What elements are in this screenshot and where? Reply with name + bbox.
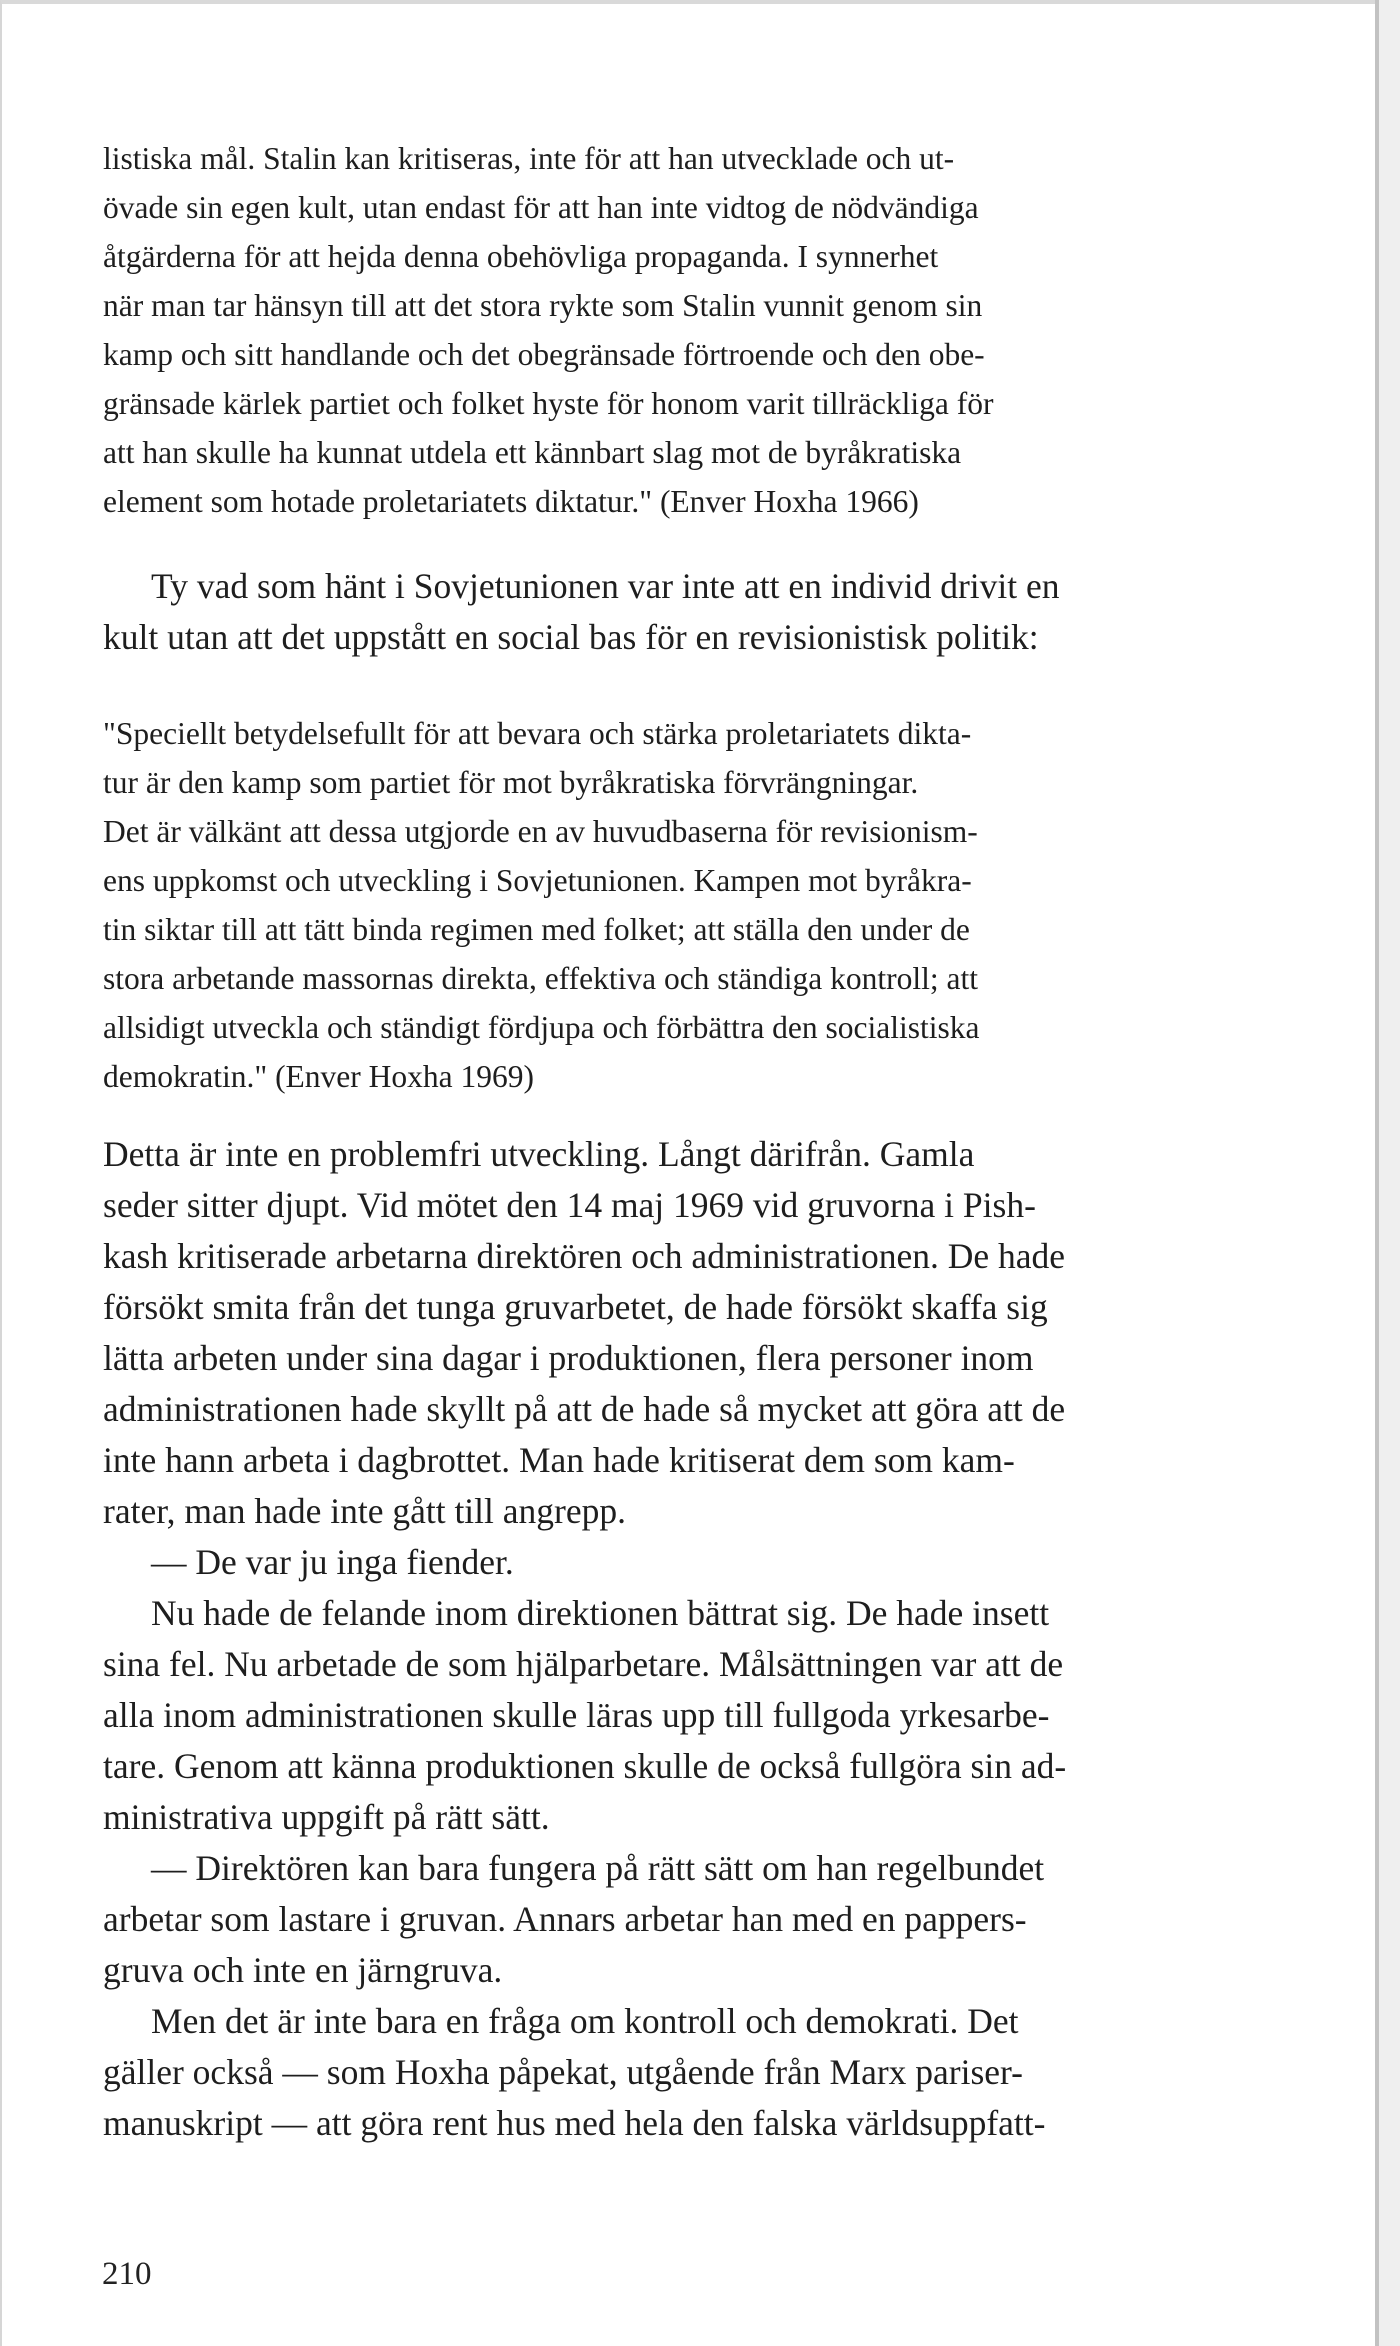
quote-block-stalin [103,134,1231,526]
text-line: — De var ju inga fiender. [151,1542,514,1582]
paragraph [103,561,1231,663]
paragraph [103,1129,1231,1537]
text-line: sina fel. Nu arbetade de som hjälparbetare. Målsättningen var att de [103,1644,1064,1684]
paragraph [103,1588,1231,1843]
text-line: Nu hade de felande inom direktionen bättrat sig. De hade insett [151,1593,1050,1633]
text-line: kamp och sitt handlande och det obegränsade förtroende och den obe- [103,337,985,372]
text-line: tur är den kamp som partiet för mot byråkratiska förvrängningar. [103,765,919,800]
text-line: kash kritiserade arbetarna direktören och administrationen. De hade [103,1236,1066,1276]
text-line: rater, man hade inte gått till angrepp. [103,1491,626,1531]
text-line: allsidigt utveckla och ständigt fördjupa och förbättra den socialistiska [103,1010,980,1045]
dialogue-line [103,1537,1231,1588]
text-line: Men det är inte bara en fråga om kontroll och demokrati. Det [151,2001,1019,2041]
text-line: inte hann arbeta i dagbrottet. Man hade kritiserat dem som kam- [103,1440,1015,1480]
text-line: stora arbetande massornas direkta, effektiva och ständiga kontroll; att [103,961,979,996]
text-line: gäller också — som Hoxha påpekat, utgående från Marx pariser- [103,2052,1023,2092]
text-line: övade sin egen kult, utan endast för att han inte vidtog de nödvändiga [103,190,979,225]
text-line: Ty vad som hänt i Sovjetunionen var inte att en individ drivit en [151,566,1060,606]
paragraph [103,1843,1231,1996]
text-line: Det är välkänt att dessa utgjorde en av huvudbaserna för revisionism- [103,814,978,849]
text-line: tin siktar till att tätt binda regimen med folket; att ställa den under de [103,912,970,947]
text-line: gruva och inte en järngruva. [103,1950,503,1990]
text-line: tare. Genom att känna produktionen skulle de också fullgöra sin ad- [103,1746,1067,1786]
text-line: kult utan att det uppstått en social bas för en revisionistisk politik: [103,617,1039,657]
paragraph [103,1996,1231,2149]
paragraph [103,709,1231,1101]
text-line: gränsade kärlek partiet och folket hyste för honom varit tillräckliga för [103,386,994,421]
text-line: manuskript — att göra rent hus med hela den falska världsuppfatt- [103,2103,1046,2143]
paragraph [103,134,1231,526]
page-number: 210 [102,2256,152,2292]
text-line: åtgärderna för att hejda denna obehövliga propaganda. I synnerhet [103,239,939,274]
page-edge-line [1375,0,1379,2346]
text-line: element som hotade proletariatets diktatur." (Enver Hoxha 1966) [103,484,919,519]
text-line: administrationen hade skyllt på att de hade så mycket att göra att de [103,1389,1066,1429]
text-line: arbetar som lastare i gruvan. Annars arbetar han med en pappers- [103,1899,1027,1939]
text-line: lätta arbeten under sina dagar i produktionen, flera personer inom [103,1338,1034,1378]
text-line: "Speciellt betydelsefullt för att bevara och stärka proletariatets dikta- [103,716,972,751]
text-line: försökt smita från det tunga gruvarbetet, de hade försökt skaffa sig [103,1287,1048,1327]
body-text-block [103,1129,1231,2149]
text-line: listiska mål. Stalin kan kritiseras, inte för att han utvecklade och ut- [103,141,955,176]
text-line: demokratin." (Enver Hoxha 1969) [103,1059,534,1094]
text-line: alla inom administrationen skulle läras upp till fullgoda yrkesarbe- [103,1695,1050,1735]
text-line: ministrativa uppgift på rätt sätt. [103,1797,550,1837]
text-line: seder sitter djupt. Vid mötet den 14 maj 1969 vid gruvorna i Pish- [103,1185,1036,1225]
quote-block-byrakrati [103,709,1231,1101]
text-line: ens uppkomst och utveckling i Sovjetunionen. Kampen mot byråkra- [103,863,972,898]
text-line: när man tar hänsyn till att det stora rykte som Stalin vunnit genom sin [103,288,983,323]
text-line: — Direktören kan bara fungera på rätt sätt om han regelbundet [151,1848,1045,1888]
text-line: att han skulle ha kunnat utdela ett kännbart slag mot de byråkratiska [103,435,962,470]
body-paragraph-sovjet [103,561,1231,663]
text-line: Detta är inte en problemfri utveckling. Långt därifrån. Gamla [103,1134,975,1174]
